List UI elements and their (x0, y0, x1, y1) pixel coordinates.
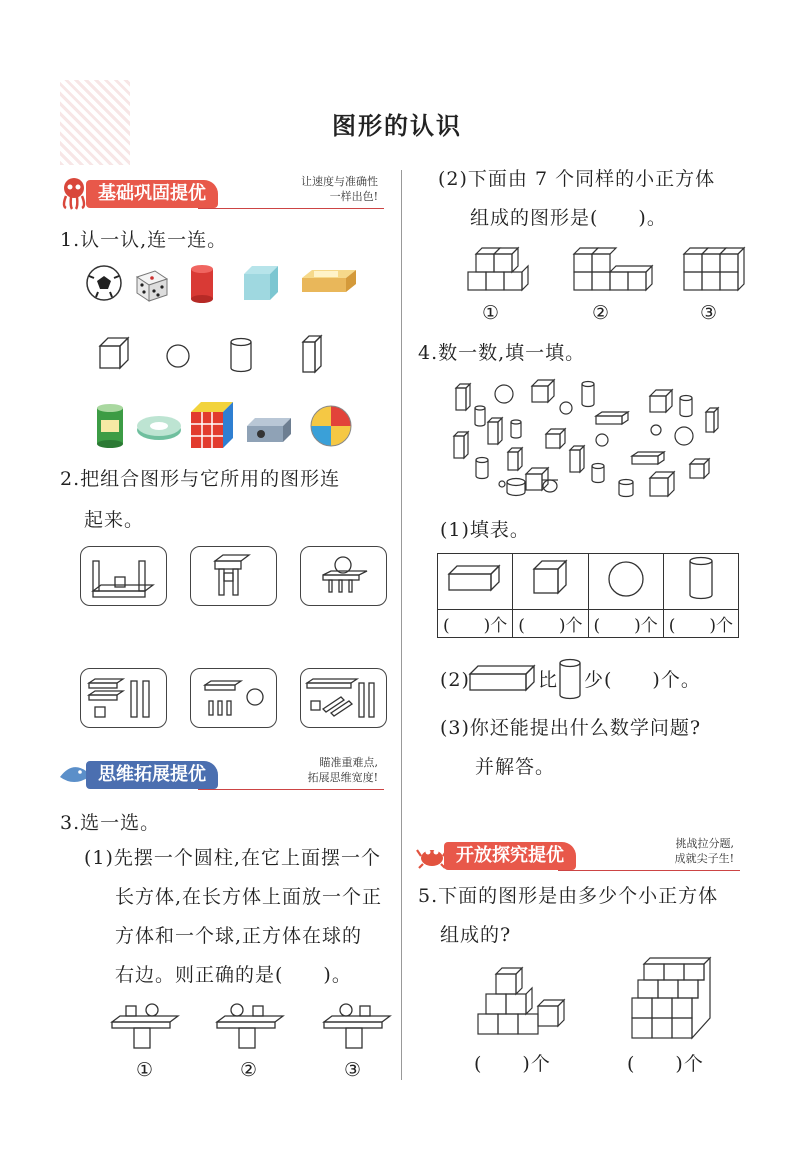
q4-sub3-line2: 并解答。 (475, 756, 556, 778)
question-2-line2: 起来。 (84, 509, 145, 531)
q3-sub1-option-label-1[interactable]: ① (136, 1059, 155, 1081)
question-4: 4.数一数,填一填。 (418, 342, 586, 364)
q3-sub2-options (462, 240, 772, 302)
dice-icon (137, 271, 167, 301)
section-title: 思维拓展提优 (86, 761, 218, 789)
q3-sub1-option-label-2[interactable]: ② (240, 1059, 259, 1081)
cylinder-inline-icon (557, 658, 583, 702)
q3-sub2-line2: 组成的图形是( )。 (470, 207, 667, 229)
page-title: 图形的认识 (332, 112, 462, 140)
count-cell-cylinder[interactable]: ( )个 (663, 610, 738, 638)
table-header-cuboid (438, 554, 513, 610)
question-3: 3.选一选。 (60, 812, 161, 834)
pencil-sharpener-icon (247, 418, 291, 442)
section-title: 开放探究提优 (444, 842, 576, 870)
q3-sub2-option-label-3[interactable]: ③ (700, 302, 719, 324)
blue-cube-icon (244, 266, 278, 300)
composite-figure-c[interactable] (300, 546, 387, 606)
tea-can-icon (97, 404, 123, 448)
cylinder-outline-icon (231, 339, 251, 372)
option-3-figure (324, 1004, 390, 1048)
count-cell-sphere[interactable]: ( )个 (588, 610, 663, 638)
section-note: 瞄准重难点, 拓展思维宽度! (307, 756, 378, 784)
q1-real-objects-top (84, 262, 374, 304)
component-set-b[interactable] (190, 668, 277, 728)
q3-sub1-options (108, 1000, 398, 1052)
q4-sub3-line1: (3)你还能提出什么数学问题? (440, 717, 702, 739)
q5-answer-left[interactable]: ( )个 (474, 1053, 551, 1075)
component-set-c[interactable] (300, 668, 387, 728)
q3-sub2-option-label-2[interactable]: ② (592, 302, 611, 324)
q3-sub2-option-label-1[interactable]: ① (482, 302, 501, 324)
section-title: 基础巩固提优 (86, 180, 218, 208)
q3-sub1-line1: (1)先摆一个圆柱,在它上面摆一个 (84, 847, 381, 869)
count-cell-cuboid[interactable]: ( )个 (438, 610, 513, 638)
q1-real-objects-bottom (95, 402, 357, 450)
cube-stack-option-3 (684, 248, 744, 290)
section-note: 让速度与准确性 一样出色! (301, 175, 378, 203)
q3-sub2-line1: (2)下面由 7 个同样的小正方体 (438, 168, 716, 190)
q4-sub1: (1)填表。 (440, 519, 530, 541)
table-header-cube (513, 554, 588, 610)
question-5-line1: 5.下面的图形是由多少个小正方体 (418, 885, 719, 907)
section-banner-open (416, 837, 744, 872)
q3-sub1-line2: 长方体,在长方体上面放一个正 (115, 886, 383, 908)
beach-ball-icon (311, 406, 351, 446)
q3-sub1-line4: 右边。则正确的是( )。 (115, 964, 352, 986)
soccer-ball-icon (87, 266, 121, 300)
section-banner-basic (58, 175, 388, 210)
question-2-line1: 2.把组合图形与它所用的图形连 (60, 468, 341, 490)
q5-cube-stack-left (474, 958, 566, 1040)
red-cylinder-icon (191, 265, 213, 303)
cube-outline-icon (100, 338, 128, 368)
tape-roll-icon (137, 416, 181, 440)
cube-stack-option-1 (468, 248, 528, 290)
count-cell-cube[interactable]: ( )个 (513, 610, 588, 638)
q4-scattered-shapes (450, 374, 730, 504)
column-divider (401, 170, 402, 1080)
composite-figure-b[interactable] (190, 546, 277, 606)
section-banner-thinking (58, 756, 388, 791)
composite-figure-a[interactable] (80, 546, 167, 606)
q4-count-table (437, 553, 739, 638)
option-2-figure (217, 1004, 283, 1048)
question-5-line2: 组成的? (440, 924, 512, 946)
table-header-sphere (588, 554, 663, 610)
rubiks-cube-icon (191, 402, 233, 448)
q5-answer-right[interactable]: ( )个 (627, 1053, 704, 1075)
component-set-a[interactable] (80, 668, 167, 728)
cuboid-inline-icon (468, 664, 538, 694)
q5-cube-stack-right (628, 956, 718, 1042)
q3-sub1-line3: 方体和一个球,正方体在球的 (115, 925, 363, 947)
table-header-cylinder (663, 554, 738, 610)
question-1: 1.认一认,连一连。 (60, 229, 228, 251)
cuboid-outline-icon (303, 336, 321, 372)
option-1-figure (112, 1004, 178, 1048)
q4-sub2-compare: 比 (538, 669, 559, 691)
q4-sub2-prefix: (2) (440, 669, 470, 691)
q4-sub2-blank[interactable]: 少( )个。 (584, 669, 701, 691)
q1-shape-outlines (98, 336, 338, 376)
sphere-outline-icon (167, 345, 189, 367)
eraser-box-icon (302, 270, 356, 292)
section-note: 挑战拉分题, 成就尖子生! (674, 837, 734, 865)
q3-sub1-option-label-3[interactable]: ③ (344, 1059, 363, 1081)
cube-stack-option-2 (574, 248, 652, 290)
